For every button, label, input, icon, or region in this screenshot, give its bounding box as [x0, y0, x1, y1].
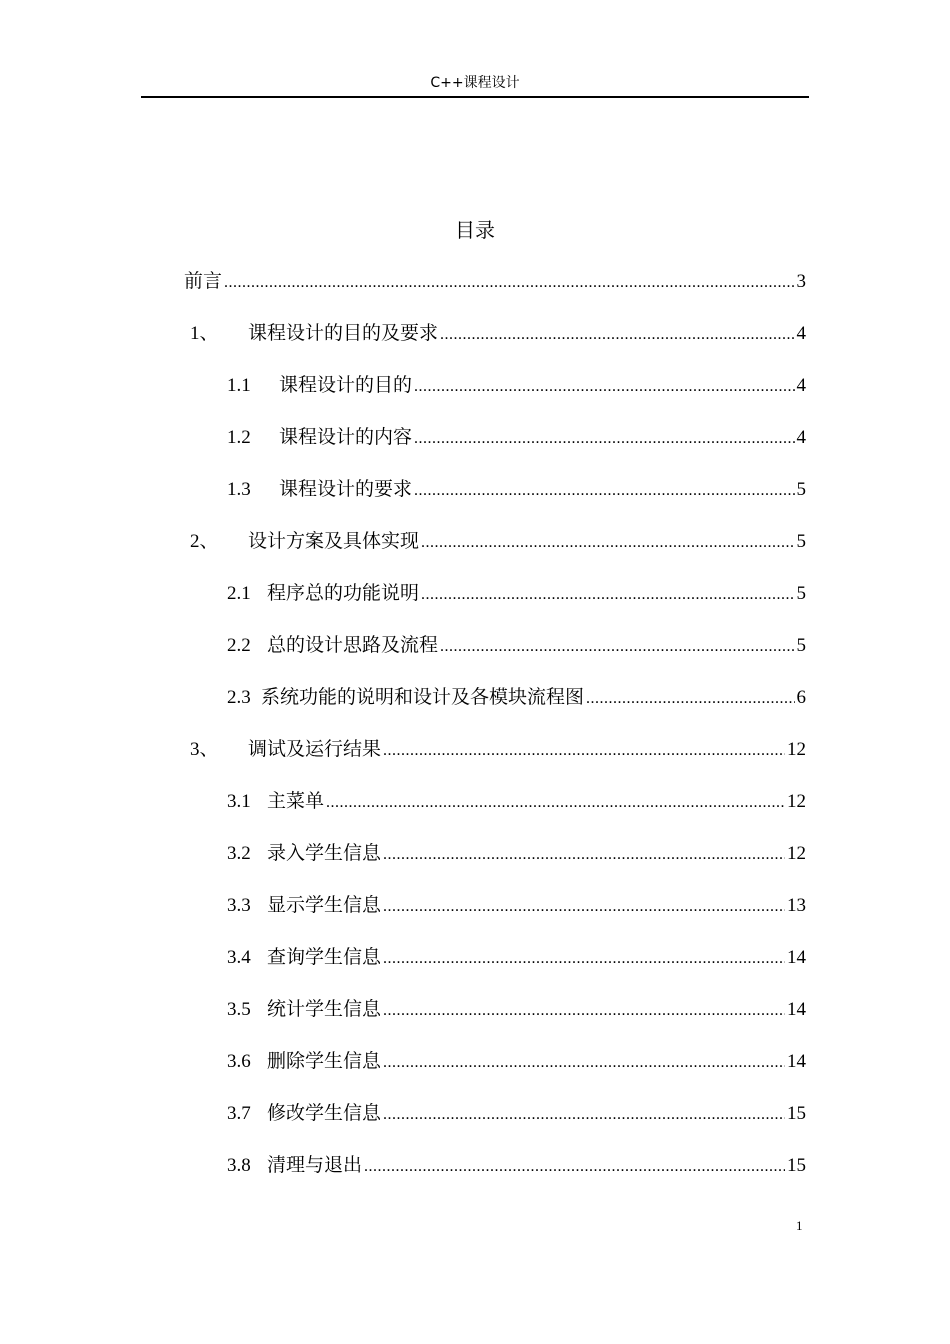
toc-entry-page: 5	[796, 479, 806, 500]
toc-entry-label: 前言	[184, 270, 223, 292]
toc-entry-label: 程序总的功能说明	[267, 582, 420, 604]
toc-leader	[421, 534, 794, 552]
toc-entry-label: 录入学生信息	[267, 842, 382, 864]
toc-leader	[421, 586, 794, 604]
toc-leader	[383, 1054, 785, 1072]
toc-entry-page: 14	[787, 999, 806, 1020]
toc-leader	[383, 950, 785, 968]
toc-leader	[440, 638, 794, 656]
toc-leader	[383, 898, 785, 916]
toc-entry-number: 3.5	[227, 999, 251, 1020]
toc-entry-label: 调试及运行结果	[248, 738, 382, 760]
toc-entry[interactable]	[190, 318, 806, 346]
toc-entry-label: 主菜单	[267, 790, 325, 812]
toc-leader	[224, 274, 794, 292]
toc-entry-label: 课程设计的目的	[279, 374, 413, 396]
toc-entry-label: 修改学生信息	[267, 1102, 382, 1124]
toc-entry-number: 3.8	[227, 1155, 251, 1176]
header-divider	[141, 96, 809, 98]
toc-entry-number: 3.2	[227, 843, 251, 864]
toc-entry-number: 3.4	[227, 947, 251, 968]
toc-entry-number: 3、	[190, 739, 219, 760]
toc-entry-label: 清理与退出	[267, 1154, 363, 1176]
toc-leader	[383, 1002, 785, 1020]
toc-leader	[383, 742, 785, 760]
toc-entry-label: 课程设计的目的及要求	[248, 322, 439, 344]
toc-entry[interactable]	[190, 734, 806, 762]
toc-entry-page: 15	[787, 1155, 806, 1176]
toc-entry[interactable]	[227, 890, 806, 918]
toc-entry[interactable]	[227, 1150, 806, 1178]
toc-entry[interactable]	[227, 942, 806, 970]
toc-entry-page: 3	[796, 271, 806, 292]
toc-leader	[414, 430, 794, 448]
toc-entry-label: 课程设计的内容	[279, 426, 413, 448]
toc-entry-number: 2.1	[227, 583, 251, 604]
toc-entry[interactable]	[227, 630, 806, 658]
toc-entry-label: 删除学生信息	[267, 1050, 382, 1072]
toc-entry-number: 3.3	[227, 895, 251, 916]
toc-entry-number: 2、	[190, 531, 219, 552]
toc-entry[interactable]	[227, 838, 806, 866]
toc-leader	[383, 846, 785, 864]
toc-leader	[414, 378, 794, 396]
toc-entry[interactable]	[227, 474, 806, 502]
toc-entry-page: 12	[787, 843, 806, 864]
toc-leader	[326, 794, 785, 812]
toc-entry-page: 5	[796, 583, 806, 604]
toc-entry-number: 1、	[190, 323, 219, 344]
toc-entry-page: 12	[787, 739, 806, 760]
toc-entry[interactable]	[227, 1046, 806, 1074]
toc-entry[interactable]	[227, 994, 806, 1022]
running-header: C++课程设计	[430, 75, 520, 91]
toc-entry[interactable]	[227, 422, 806, 450]
toc-entry-number: 3.7	[227, 1103, 251, 1124]
toc-entry-number: 3.1	[227, 791, 251, 812]
toc-entry[interactable]	[190, 526, 806, 554]
toc-entry-label: 系统功能的说明和设计及各模块流程图	[261, 686, 585, 708]
toc-entry-page: 12	[787, 791, 806, 812]
toc-entry-label: 设计方案及具体实现	[248, 530, 420, 552]
toc-leader	[383, 1106, 785, 1124]
toc-entry-page: 4	[796, 427, 806, 448]
toc-leader	[364, 1158, 785, 1176]
toc-entry[interactable]	[184, 266, 806, 294]
toc-entry-number: 1.1	[227, 375, 251, 396]
toc-entry-number: 1.2	[227, 427, 251, 448]
page-number: 1	[796, 1218, 803, 1233]
toc-entry[interactable]	[227, 578, 806, 606]
toc-leader	[586, 690, 794, 708]
toc-entry-number: 2.3	[227, 687, 251, 708]
toc-entry-page: 4	[796, 375, 806, 396]
toc-entry[interactable]	[227, 1098, 806, 1126]
toc-entry-label: 统计学生信息	[267, 998, 382, 1020]
toc-entry-page: 6	[796, 687, 806, 708]
toc-entry-page: 14	[787, 947, 806, 968]
toc-title: 目录	[455, 218, 495, 242]
toc-entry-page: 14	[787, 1051, 806, 1072]
toc-entry[interactable]	[227, 786, 806, 814]
toc-entry-label: 查询学生信息	[267, 946, 382, 968]
toc-entry-page: 15	[787, 1103, 806, 1124]
toc-leader	[440, 326, 794, 344]
toc-entry-label: 课程设计的要求	[279, 478, 413, 500]
toc-entry-label: 总的设计思路及流程	[267, 634, 439, 656]
toc-entry[interactable]	[227, 370, 806, 398]
toc-entry-number: 3.6	[227, 1051, 251, 1072]
toc-entry-page: 4	[796, 323, 806, 344]
toc-entry-page: 5	[796, 531, 806, 552]
toc-entry-number: 2.2	[227, 635, 251, 656]
toc-entry[interactable]	[227, 682, 806, 710]
toc-entry-page: 5	[796, 635, 806, 656]
toc-entry-page: 13	[787, 895, 806, 916]
toc-entry-number: 1.3	[227, 479, 251, 500]
toc-leader	[414, 482, 794, 500]
toc-entry-label: 显示学生信息	[267, 894, 382, 916]
